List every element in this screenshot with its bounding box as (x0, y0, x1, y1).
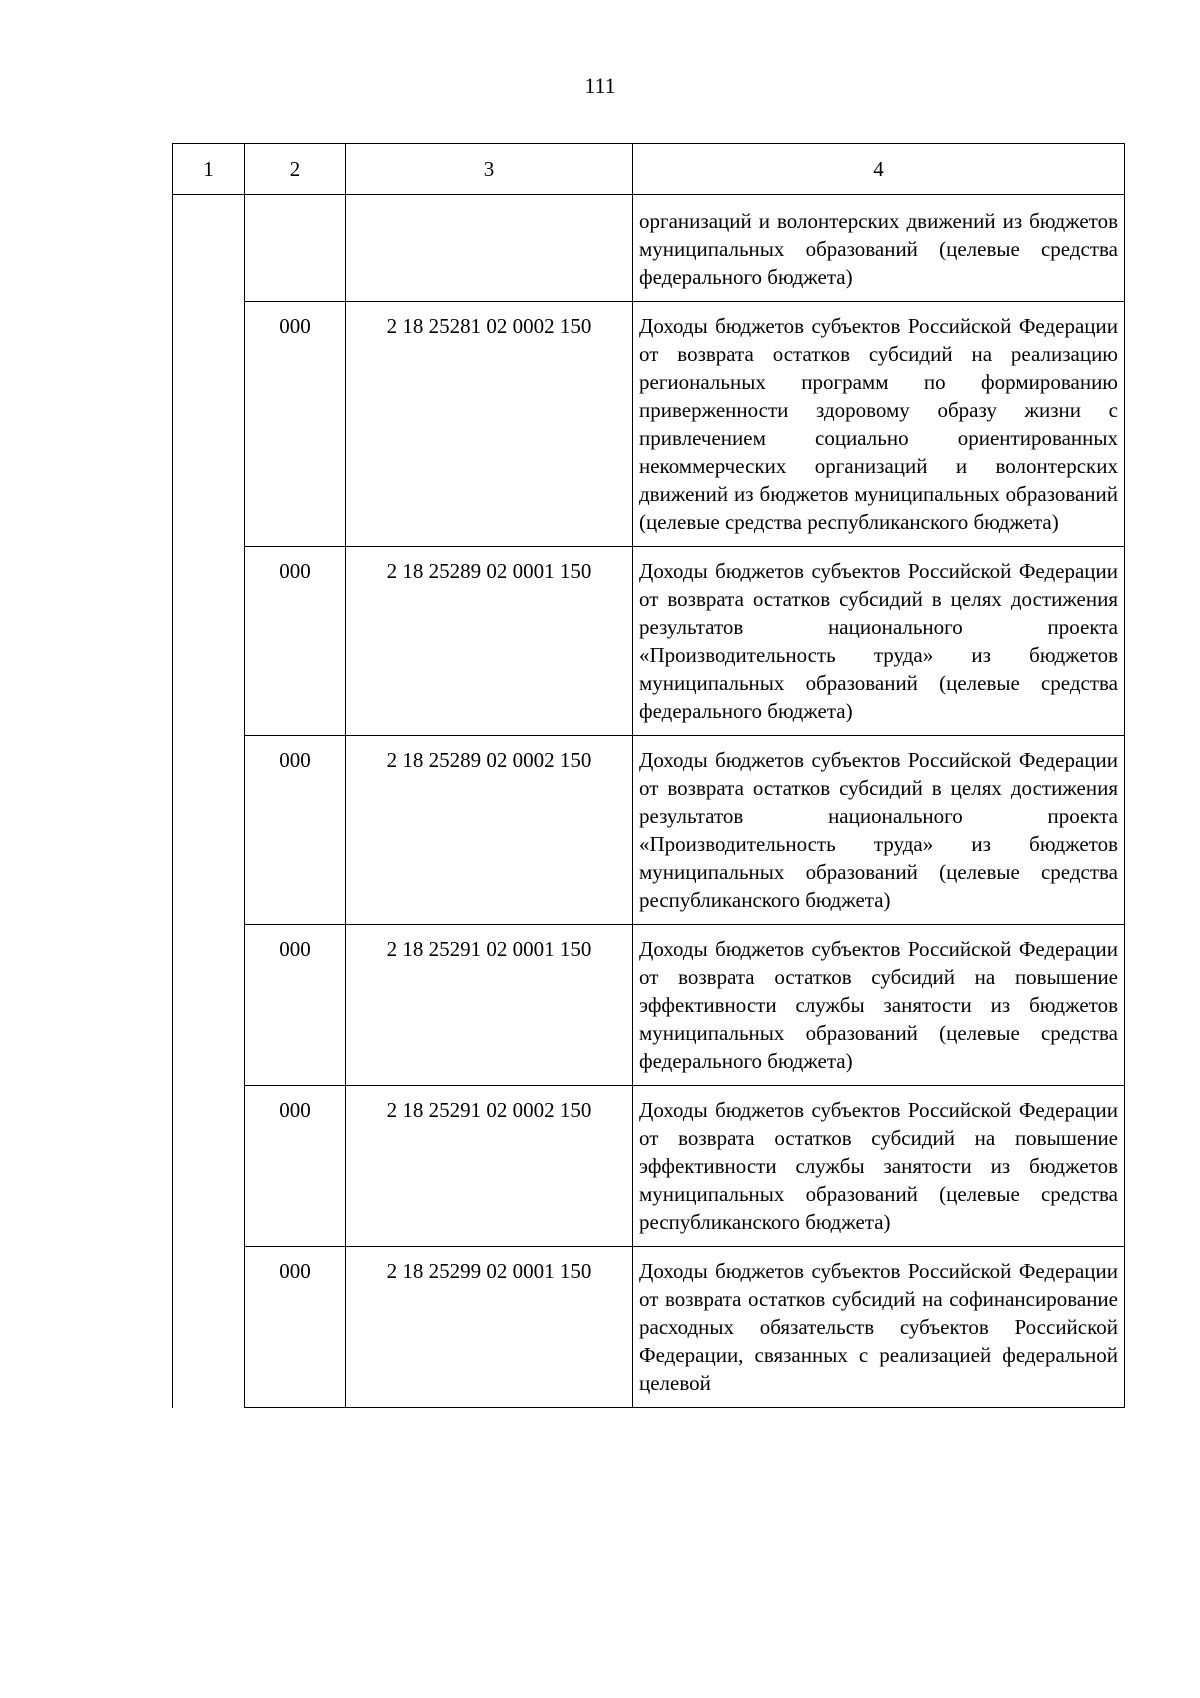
page-number: 111 (584, 73, 616, 98)
admin-code-cell: 000 (245, 547, 346, 736)
table-row (173, 1247, 1125, 1408)
admin-code-cell: 000 (245, 736, 346, 925)
table-header-row (173, 144, 1125, 195)
header-col-2: 2 (245, 144, 346, 195)
budget-code-cell (346, 195, 633, 302)
description-cell: Доходы бюджетов субъектов Российской Федерации от возврата остатков субсидий на повышение эффективности службы занятости из бюджетов муниципальных образований (целевые средства республиканского бюджета) (633, 1086, 1125, 1247)
budget-code-cell: 2 18 25291 02 0001 150 (346, 925, 633, 1086)
header-col-3: 3 (346, 144, 633, 195)
budget-code-cell: 2 18 25291 02 0002 150 (346, 1086, 633, 1247)
header-col-4: 4 (633, 144, 1125, 195)
budget-code-cell: 2 18 25289 02 0002 150 (346, 736, 633, 925)
header-col-1: 1 (173, 144, 245, 195)
table-row (173, 925, 1125, 1086)
table-row (173, 1086, 1125, 1247)
description-cell: Доходы бюджетов субъектов Российской Федерации от возврата остатков субсидий на софинансирование расходных обязательств субъектов Российской Федерации, связанных с реализацией федеральной целевой (633, 1247, 1125, 1408)
table-row (173, 736, 1125, 925)
description-cell: Доходы бюджетов субъектов Российской Федерации от возврата остатков субсидий на повышение эффективности службы занятости из бюджетов муниципальных образований (целевые средства федерального бюджета) (633, 925, 1125, 1086)
description-cell: организаций и волонтерских движений из бюджетов муниципальных образований (целевые средства федерального бюджета) (633, 195, 1125, 302)
admin-code-cell: 000 (245, 302, 346, 547)
description-cell: Доходы бюджетов субъектов Российской Федерации от возврата остатков субсидий в целях достижения результатов национального проекта «Производительность труда» из бюджетов муниципальных образований (целевые средства республиканского бюджета) (633, 736, 1125, 925)
col1-cell (173, 195, 245, 1408)
admin-code-cell: 000 (245, 1247, 346, 1408)
admin-code-cell (245, 195, 346, 302)
admin-code-cell: 000 (245, 1086, 346, 1247)
table-row (173, 547, 1125, 736)
table-row (173, 302, 1125, 547)
admin-code-cell: 000 (245, 925, 346, 1086)
description-cell: Доходы бюджетов субъектов Российской Федерации от возврата остатков субсидий на реализацию региональных программ по формированию приверженности здоровому образу жизни с привлечением социально ориентированных некоммерческих организаций и волонтерских движений из бюджетов муниципальных образований (целевые средства республиканского бюджета) (633, 302, 1125, 547)
table-row (173, 195, 1125, 302)
budget-code-cell: 2 18 25289 02 0001 150 (346, 547, 633, 736)
budget-code-cell: 2 18 25281 02 0002 150 (346, 302, 633, 547)
budget-code-cell: 2 18 25299 02 0001 150 (346, 1247, 633, 1408)
revenue-codes-table (172, 143, 1125, 1408)
description-cell: Доходы бюджетов субъектов Российской Федерации от возврата остатков субсидий в целях достижения результатов национального проекта «Производительность труда» из бюджетов муниципальных образований (целевые средства федерального бюджета) (633, 547, 1125, 736)
